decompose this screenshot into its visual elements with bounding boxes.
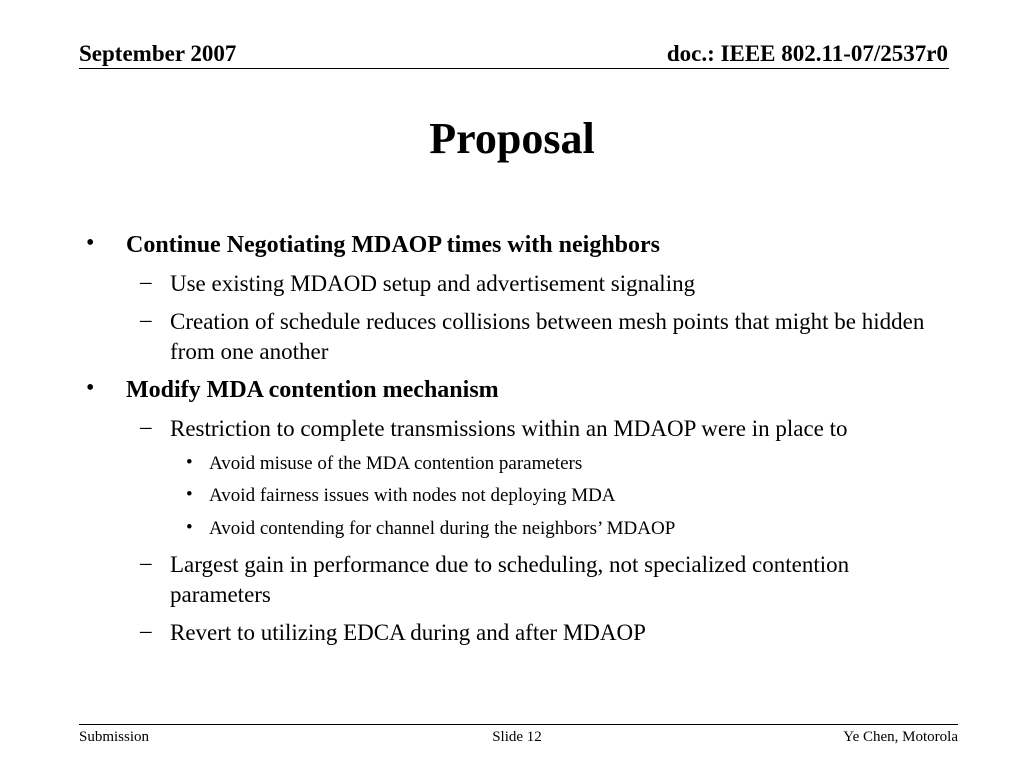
sub-bullet-text: Use existing MDAOD setup and advertisement signaling <box>170 271 696 296</box>
sub-sub-bullet-text: Avoid fairness issues with nodes not deploying MDA <box>209 485 616 506</box>
bullet-marker: • <box>86 375 95 401</box>
dash-marker: – <box>140 414 152 439</box>
bullet-text: Modify MDA contention mechanism <box>126 377 499 403</box>
sub-bullet-text: Revert to utilizing EDCA during and after MDAOP <box>170 620 646 645</box>
header-date: September 2007 <box>79 41 237 66</box>
bullet-marker: • <box>86 230 95 256</box>
bullet-text: Continue Negotiating MDAOP times with neighbors <box>126 232 660 258</box>
dash-marker: – <box>140 269 152 294</box>
sub-sub-bullet-text: Avoid misuse of the MDA contention parameters <box>209 453 583 474</box>
bullet-marker: • <box>186 517 193 538</box>
footer-slide-number: Slide 12 <box>492 729 542 745</box>
sub-bullet-text: Largest gain in performance due to scheduling, not specialized contention parameters <box>170 552 850 607</box>
sub-sub-bullet-text: Avoid contending for channel during the neighbors’ MDAOP <box>209 518 676 539</box>
bullet-marker: • <box>186 484 193 505</box>
bullet-marker: • <box>186 452 193 473</box>
sub-bullet-text: Restriction to complete transmissions within an MDAOP were in place to <box>170 416 848 441</box>
sub-bullet-text: Creation of schedule reduces collisions between mesh points that might be hidden from one another <box>170 309 925 364</box>
footer-submission: Submission <box>79 729 150 745</box>
dash-marker: – <box>140 307 152 332</box>
footer-author: Ye Chen, Motorola <box>843 729 958 745</box>
dash-marker: – <box>140 550 152 575</box>
header-divider <box>79 68 949 69</box>
footer-divider <box>79 724 958 725</box>
header-doc-id: doc.: IEEE 802.11-07/2537r0 <box>666 41 948 66</box>
dash-marker: – <box>140 618 152 643</box>
slide-title: Proposal <box>429 114 595 163</box>
